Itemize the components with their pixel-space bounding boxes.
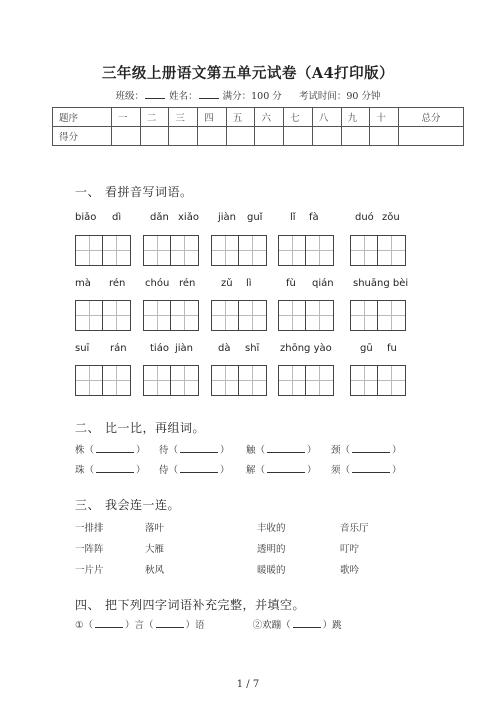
- col-2: 二: [140, 108, 169, 127]
- row-label-order: 题序: [53, 108, 112, 127]
- writing-box[interactable]: [75, 235, 131, 266]
- section-2-title: 二、 比一比，再组词。: [75, 421, 206, 435]
- score-cell[interactable]: [255, 127, 284, 146]
- writing-box[interactable]: [278, 300, 334, 331]
- pinyin: dǎn: [150, 212, 169, 223]
- col-10: 十: [370, 108, 399, 127]
- writing-box[interactable]: [350, 235, 406, 266]
- pinyin: rén: [179, 278, 196, 289]
- link-word[interactable]: 一片片: [75, 565, 104, 576]
- page-number: 1 / 7: [236, 679, 260, 690]
- writing-box[interactable]: [75, 365, 131, 396]
- page-title: 三年级上册语文第五单元试卷（A4打印版）: [101, 65, 395, 82]
- pinyin: rén: [109, 278, 126, 289]
- exam-meta: [0, 88, 496, 102]
- exam-time: 考试时间：90 分钟: [298, 91, 381, 102]
- writing-box[interactable]: [211, 235, 267, 266]
- pinyin: qián: [312, 278, 334, 289]
- pinyin: dì: [112, 212, 122, 223]
- col-1: 一: [112, 108, 141, 127]
- writing-box[interactable]: [211, 365, 267, 396]
- writing-box[interactable]: [350, 365, 406, 396]
- section-3-title: 三、 我会连一连。: [75, 498, 181, 512]
- col-5: 五: [226, 108, 255, 127]
- score-table: [52, 107, 464, 146]
- writing-box[interactable]: [211, 300, 267, 331]
- pinyin: guǐ: [247, 212, 263, 223]
- pinyin: zhōng yào: [280, 343, 332, 354]
- row-label-score: 得分: [53, 127, 112, 146]
- answer-blank[interactable]: [293, 618, 321, 628]
- link-word[interactable]: 暖暖的: [257, 565, 286, 576]
- link-word[interactable]: 透明的: [257, 544, 286, 555]
- compare-item: 珠（ ）: [75, 465, 146, 476]
- pinyin: jiàn: [218, 212, 237, 223]
- col-7: 七: [284, 108, 313, 127]
- score-cell[interactable]: [140, 127, 169, 146]
- pinyin: duó: [355, 212, 374, 223]
- writing-box[interactable]: [350, 300, 406, 331]
- answer-blank[interactable]: [96, 443, 134, 453]
- link-word[interactable]: 大雁: [145, 544, 165, 555]
- score-cell[interactable]: [284, 127, 313, 146]
- compare-item: 须（ ）: [331, 465, 402, 476]
- score-cell[interactable]: [169, 127, 198, 146]
- answer-blank[interactable]: [156, 618, 184, 628]
- pinyin: shuāng bèi: [353, 278, 409, 289]
- compare-item: 待（ ）: [159, 445, 230, 456]
- pinyin: suī: [75, 343, 90, 354]
- name-label: 姓名：: [169, 91, 198, 102]
- pinyin: rán: [110, 343, 127, 354]
- compare-item: 解（ ）: [246, 465, 317, 476]
- col-4: 四: [198, 108, 227, 127]
- name-blank[interactable]: [199, 89, 219, 99]
- pinyin: shī: [245, 343, 260, 354]
- pinyin: lǐ: [290, 212, 296, 223]
- link-word[interactable]: 一阵阵: [75, 544, 104, 555]
- link-word[interactable]: 丰收的: [257, 523, 286, 534]
- answer-blank[interactable]: [352, 443, 390, 453]
- col-8: 八: [312, 108, 341, 127]
- answer-blank[interactable]: [352, 463, 390, 473]
- score-cell[interactable]: [312, 127, 341, 146]
- pinyin: fù: [286, 278, 296, 289]
- answer-blank[interactable]: [180, 443, 218, 453]
- compare-row-2: [75, 462, 435, 474]
- col-3: 三: [169, 108, 198, 127]
- writing-box[interactable]: [143, 365, 199, 396]
- writing-box[interactable]: [143, 300, 199, 331]
- score-cell[interactable]: [341, 127, 370, 146]
- pinyin: mà: [75, 278, 91, 289]
- answer-blank[interactable]: [96, 463, 134, 473]
- pinyin: zǒu: [382, 212, 400, 223]
- link-row-3: [75, 562, 435, 574]
- section-1-title: 一、 看拼音写词语。: [75, 185, 193, 199]
- link-word[interactable]: 落叶: [145, 523, 165, 534]
- answer-blank[interactable]: [95, 618, 123, 628]
- answer-blank[interactable]: [180, 463, 218, 473]
- pinyin: dà: [218, 343, 231, 354]
- score-table-score-row: [53, 127, 464, 146]
- pinyin: biǎo: [75, 212, 97, 223]
- section-4-title: 四、 把下列四字词语补充完整，并填空。: [75, 598, 306, 612]
- class-label: 班级：: [115, 91, 145, 102]
- pinyin-row-1: [75, 212, 435, 226]
- pinyin: fu: [387, 343, 397, 354]
- compare-item: 颈（ ）: [331, 445, 402, 456]
- link-word[interactable]: 音乐厅: [340, 523, 369, 534]
- pinyin: jiàn: [175, 343, 194, 354]
- answer-blank[interactable]: [267, 443, 305, 453]
- writing-box[interactable]: [278, 365, 334, 396]
- pinyin-row-3: [75, 343, 435, 357]
- writing-box[interactable]: [143, 235, 199, 266]
- pinyin: xiǎo: [178, 212, 199, 223]
- pinyin: tiáo: [150, 343, 169, 354]
- link-word[interactable]: 秋风: [145, 565, 165, 576]
- compare-item: 侍（ ）: [159, 465, 230, 476]
- link-row-1: [75, 520, 435, 532]
- compare-row-1: [75, 442, 435, 454]
- score-cell[interactable]: [198, 127, 227, 146]
- pinyin: gū: [360, 343, 373, 354]
- col-total: 总分: [399, 108, 464, 127]
- link-row-2: [75, 541, 435, 553]
- link-word[interactable]: 歌吟: [340, 565, 360, 576]
- idiom-fill-row: ①（ ）言（ ）语 ②欢蹦（ ）跳: [75, 620, 342, 631]
- writing-box[interactable]: [278, 235, 334, 266]
- compare-item: 株（ ）: [75, 445, 146, 456]
- col-6: 六: [255, 108, 284, 127]
- pinyin: chóu: [145, 278, 170, 289]
- full-score: 满分：100 分: [222, 91, 282, 102]
- score-cell[interactable]: [370, 127, 399, 146]
- class-blank[interactable]: [145, 89, 165, 99]
- link-word[interactable]: 叮咛: [340, 544, 360, 555]
- score-table-header-row: [53, 108, 464, 127]
- pinyin: lì: [246, 278, 252, 289]
- answer-blank[interactable]: [267, 463, 305, 473]
- score-cell-total[interactable]: [399, 127, 464, 146]
- pinyin: fà: [309, 212, 319, 223]
- writing-box[interactable]: [75, 300, 131, 331]
- pinyin: zǔ: [221, 278, 233, 289]
- col-9: 九: [341, 108, 370, 127]
- score-cell[interactable]: [112, 127, 141, 146]
- compare-item: 触（ ）: [246, 445, 317, 456]
- link-word[interactable]: 一排排: [75, 523, 104, 534]
- pinyin-row-2: [75, 278, 435, 292]
- score-cell[interactable]: [226, 127, 255, 146]
